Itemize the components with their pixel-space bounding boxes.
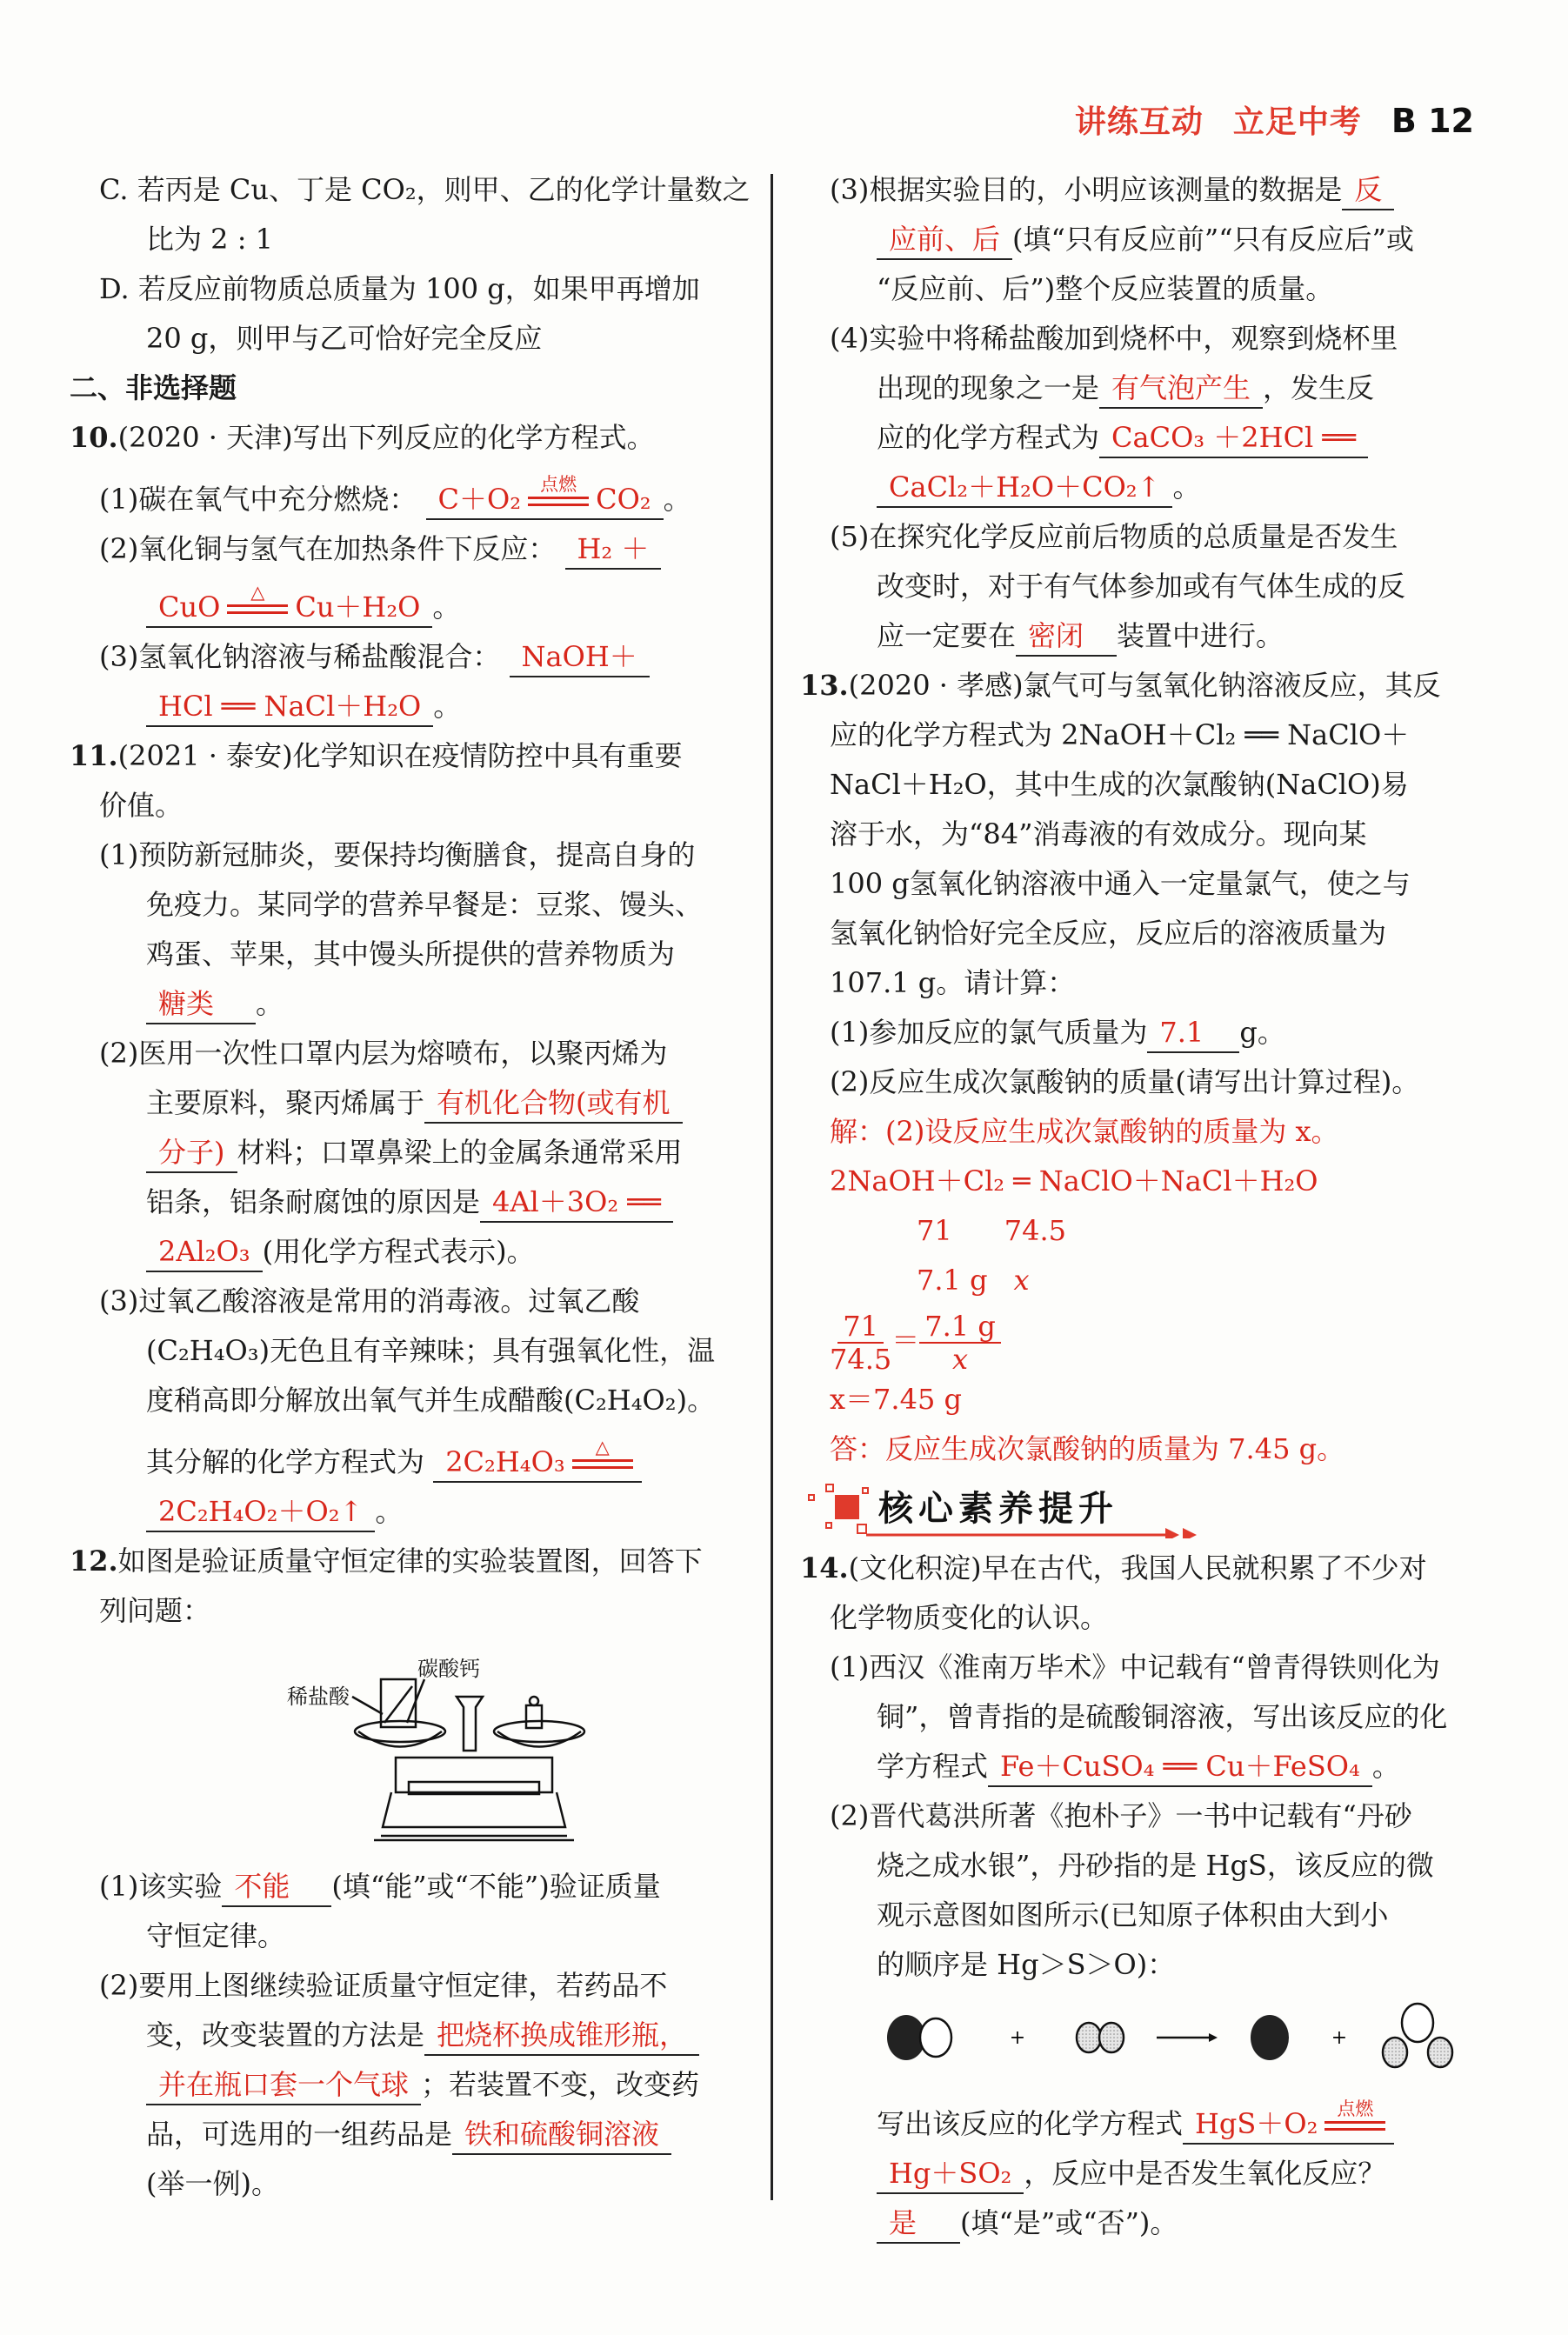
q11-part2-line: 2Al₂O₃ (用化学方程式表示)。 [70,1227,748,1277]
q11-part3-line: 度稍高即分解放出氧气并生成醋酸(C₂H₄O₂)。 [146,1384,716,1417]
answer-blank: 有机化合物(或有机 [424,1084,683,1124]
answer-text: C＋O₂ [437,483,522,516]
q11-part3-line: 其分解的化学方程式为 2C₂H₄O₃ △ [70,1438,748,1487]
solution-equation: 2NaOH＋Cl₂ ═ NaClO＋NaCl＋H₂O [830,1164,1318,1198]
answer-blank: CaCO₃ ＋2HCl ══ [1099,418,1368,458]
answer-blank: 糖类 [146,984,256,1024]
banner-title: 核心素养提升 [878,1489,1118,1529]
answer-blank: 分子) [146,1133,237,1173]
answer-blank: 有气泡产生 [1099,369,1263,409]
molecule-diagram-icon [887,1998,1478,2077]
answer-blank: H₂ ＋ [565,530,662,570]
equation-condition: △ [570,1456,635,1473]
label-dilute-hcl: 稀盐酸 [287,1685,350,1709]
page-header [1075,97,1474,142]
q11-part2-line: 铝条，铝条耐腐蚀的原因是 4Al＋3O₂ ══ [70,1178,748,1227]
reaction-microscopic-diagram [800,1990,1496,2085]
question-text: 氢氧化钠恰好完全反应，反应后的溶液质量为 [830,917,1387,950]
question-text: 价值。 [99,789,183,822]
header-slogan-left: 讲练互动 [1074,104,1204,140]
solution-answer: 答：反应生成次氯酸钠的质量为 7.45 g。 [830,1432,1345,1465]
q14-part1-line: 学方程式 Fe＋CuSO₄ ══ Cu＋FeSO₄ 。 [800,1742,1496,1791]
q11-part3-line: 2C₂H₄O₂＋O₂↑ 。 [70,1487,748,1537]
q12-part2: (2)要用上图继续验证质量守恒定律，若药品不 [99,1969,668,2002]
option-d-line1: D. 若反应前物质总质量为 100 g，如果甲再增加 [99,272,700,305]
answer-blank: Hg＋SO₂ [877,2154,1024,2194]
q14-part2: (2)晋代葛洪所著《抱朴子》一书中记载有“丹砂 [830,1799,1412,1832]
question-number: 12. [70,1544,118,1578]
right-column [800,165,1496,2248]
part-label: (3)氢氧化钠溶液与稀盐酸混合： [99,640,501,673]
section-title: 二、非选择题 [70,371,237,404]
answer-blank: CaCl₂＋H₂O＋CO₂↑ [877,468,1172,508]
q12-part3-line: 应前、后 (填“只有反应前”“只有反应后”或 [800,215,1496,264]
q12-part4-line: 应的化学方程式为 CaCO₃ ＋2HCl ══ [800,413,1496,463]
equation-condition: △ [225,601,290,618]
fraction: $\frac{71}{74.5}$ [830,1309,892,1376]
q11-part3-line: (C₂H₄O₃)无色且有辛辣味；具有强氧化性，温 [146,1334,716,1367]
q12-part2-line: 并在瓶口套一个气球 ；若装置不变，改变药 [70,2060,748,2110]
solution-ratio-line: 7.1 g x [917,1264,1030,1297]
q12-part4-line: CaCl₂＋H₂O＋CO₂↑ 。 [800,463,1496,512]
question-text: 应的化学方程式为 2NaOH＋Cl₂ ══ NaClO＋ [830,718,1410,751]
question-11-stem: 11.(2021 · 泰安)化学知识在疫情防控中具有重要 [70,739,683,772]
answer-text: CO₂ [596,483,651,516]
answer-blank: 是 [877,2204,960,2244]
question-text: NaCl＋H₂O，其中生成的次氯酸钠(NaClO)易 [830,768,1409,801]
option-c-line1: C. 若丙是 Cu、丁是 CO₂，则甲、乙的化学计量数之 [99,173,751,206]
q11-part2: (2)医用一次性口罩内层为熔喷布，以聚丙烯为 [99,1037,668,1070]
q11-part3: (3)过氧乙酸溶液是常用的消毒液。过氧乙酸 [99,1284,640,1318]
question-text: 溶于水，为“84”消毒液的有效成分。现向某 [830,817,1367,851]
answer-blank: 2C₂H₄O₃ △ [433,1443,641,1483]
question-text: 列问题： [99,1594,211,1627]
question-text: 100 g氢氧化钠溶液中通入一定量氯气，使之与 [830,867,1411,900]
q13-part2: (2)反应生成次氯酸钠的质量(请写出计算过程)。 [830,1065,1420,1098]
q12-part1: (1)该实验 不能 (填“能”或“不能”)验证质量 [70,1862,748,1911]
answer-blank: 应前、后 [877,220,1012,260]
answer-blank: 反 [1342,170,1394,210]
part-label: (2)氧化铜与氢气在加热条件下反应： [99,532,557,565]
q14-part2-line: Hg＋SO₂ ，反应中是否发生氧化反应？ [800,2149,1496,2198]
header-slogan-right: 立足中考 [1232,104,1362,140]
q10-part3 [70,632,748,682]
answer-blank: 铁和硫酸铜溶液 [452,2115,671,2155]
answer-blank: HCl ══ NaCl＋H₂O [146,687,433,727]
solution-proportion: $\frac{71}{74.5}$ ＝ $\frac{7.1 g}{x}$ [800,1305,1496,1375]
q14-part2-line: 的顺序是 Hg＞S＞O)： [877,1948,1176,1981]
answer-blank: 2C₂H₄O₂＋O₂↑ [146,1492,375,1532]
option-d-line2: 20 g，则甲与乙可恰好完全反应 [146,322,543,355]
q12-part4: (4)实验中将稀盐酸加到烧杯中，观察到烧杯里 [830,322,1398,355]
fraction: $\frac{7.1 g}{x}$ [919,1311,1001,1375]
answer-blank [426,473,664,520]
answer-blank: Fe＋CuSO₄ ══ Cu＋FeSO₄ [988,1747,1372,1787]
q14-part1-line: 铜”，曾青指的是硫酸铜溶液，写出该反应的化 [877,1700,1448,1733]
q14-part2-line: 烧之成水银”，丹砂指的是 HgS，该反应的微 [877,1849,1434,1882]
core-literacy-banner [800,1474,1496,1544]
label-calcium-carbonate: 碳酸钙 [417,1657,480,1681]
solution-line: 解：(2)设反应生成次氯酸钠的质量为 x。 [830,1115,1339,1148]
part-label: (1)碳在氧气中充分燃烧： [99,483,417,516]
balance-scale-figure [70,1636,748,1862]
question-10-stem [70,413,748,463]
q11-part1-line: 免疫力。某同学的营养早餐是：豆浆、馒头、 [146,888,704,921]
q11-part2-line: 分子) 材料；口罩鼻梁上的金属条通常采用 [70,1128,748,1178]
answer-blank: 把烧杯换成锥形瓶， [424,2016,699,2056]
q12-part2-line: 变，改变装置的方法是 把烧杯换成锥形瓶， [70,2011,748,2060]
question-text: (2020 · 天津)写出下列反应的化学方程式。 [117,421,655,454]
q14-part2-line: 观示意图如图所示(已知原子体积由大到小 [877,1898,1389,1931]
solution-ratio-line: 71 74.5 [917,1214,1066,1247]
answer-blank: 不能 [222,1867,331,1907]
column-divider [771,174,773,2200]
question-number: 10. [70,421,118,454]
answer-blank: CuO △ Cu＋H₂O [146,588,432,628]
q10-part2-cont: CuO △ Cu＋H₂O 。 [70,583,748,632]
answer-blank: 7.1 [1147,1013,1239,1053]
answer-blank: HgS＋O₂ 点燃 [1183,2105,1394,2145]
left-column [70,165,751,2209]
option-c-line2: 比为 2 : 1 [146,223,274,256]
question-number: 13. [800,669,849,702]
q14-part2-line: 是 (填“是”或“否”)。 [800,2198,1496,2248]
q12-part5: (5)在探究化学反应前后物质的总质量是否发生 [830,520,1398,553]
question-14-stem: 14.(文化积淀)早在古代，我国人民就积累了不少对 [800,1551,1427,1584]
q12-part1-line: 守恒定律。 [146,1919,286,1952]
q11-part1-answer: 糖类 。 [70,979,748,1029]
question-13-stem: 13.(2020 · 孝感)氯气可与氢氧化钠溶液反应，其反 [800,669,1441,702]
question-text: 化学物质变化的认识。 [830,1601,1109,1634]
svg-text:+: + [1009,2027,1026,2049]
balance-scale-icon [348,1662,626,1853]
question-12-stem: 12.如图是验证质量守恒定律的实验装置图，回答下 [70,1544,703,1578]
q12-part2-line: (举一例)。 [146,2167,279,2200]
svg-text:+: + [1331,2027,1348,2049]
q11-part1: (1)预防新冠肺炎，要保持均衡膳食，提高自身的 [99,838,696,871]
answer-blank: 2Al₂O₃ [146,1232,263,1272]
q14-part2-line: 写出该反应的化学方程式 HgS＋O₂ 点燃 [800,2099,1496,2149]
answer-blank: 并在瓶口套一个气球 [146,2065,421,2105]
q12-part3-line: “反应前、后”)整个反应装置的质量。 [877,272,1334,305]
equation-condition: 点燃 [1323,2118,1387,2135]
solution-result: x＝7.45 g [830,1383,962,1416]
q14-part1: (1)西汉《淮南万毕术》中记载有“曾青得铁则化为 [830,1651,1440,1684]
q12-part2-line: 品，可选用的一组药品是 铁和硫酸铜溶液 [70,2110,748,2159]
equation-condition: 点燃 [526,493,591,510]
q12-part5-line: 应一定要在 密闭 装置中进行。 [800,611,1496,661]
q11-part2-line: 主要原料，聚丙烯属于 有机化合物(或有机 [70,1078,748,1128]
answer-blank: NaOH＋ [510,637,650,677]
q12-part5-line: 改变时，对于有气体参加或有气体生成的反 [877,570,1406,603]
q13-part1: (1)参加反应的氯气质量为 7.1 g。 [800,1008,1496,1057]
page-code: B 12 [1391,102,1474,140]
q12-part4-line: 出现的现象之一是 有气泡产生 ，发生反 [800,364,1496,413]
question-number: 11. [70,739,118,772]
q10-part2 [70,524,748,574]
q10-part1: (1)碳在氧气中充分燃烧： C＋O₂ 点燃 CO₂ 。 [70,475,748,524]
answer-blank: 密闭 [1016,617,1117,657]
question-number: 14. [800,1551,849,1584]
q11-part1-line: 鸡蛋、苹果，其中馒头所提供的营养物质为 [146,937,676,971]
answer-blank: 4Al＋3O₂ ══ [480,1183,673,1223]
q10-part3-cont: HCl ══ NaCl＋H₂O 。 [70,682,748,731]
question-text: 107.1 g。请计算： [830,966,1076,999]
q12-part3: (3)根据实验目的，小明应该测量的数据是 反 [800,165,1496,215]
